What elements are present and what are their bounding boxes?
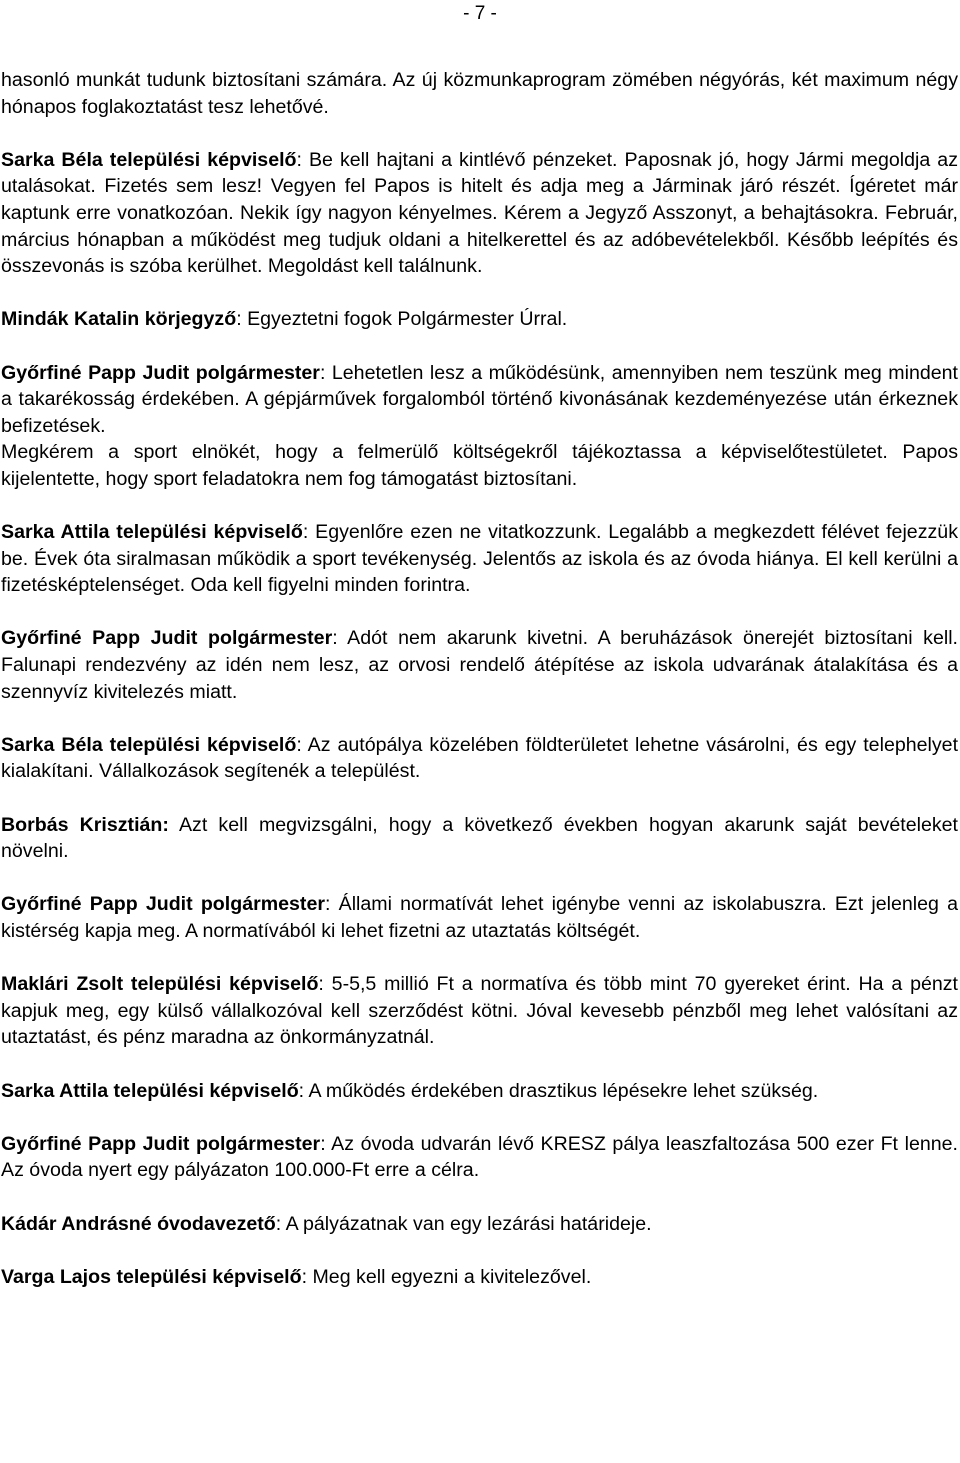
speaker-name: Sarka Béla települési képviselő xyxy=(1,733,297,756)
paragraph-statement xyxy=(1,360,958,440)
speaker-name: Mindák Katalin körjegyző xyxy=(1,308,237,331)
speaker-separator: : xyxy=(302,521,316,544)
paragraph-statement xyxy=(1,1131,958,1184)
speaker-name: Kádár Andrásné óvodavezető xyxy=(1,1212,276,1235)
paragraph-text: Egyeztetni fogok Polgármester Úrral. xyxy=(247,308,568,331)
speaker-name: Győrfiné Papp Judit polgármester xyxy=(1,627,333,650)
speaker-separator: : xyxy=(301,1265,313,1288)
paragraph-text: Állami normatívát lehet igénybe venni az iskolabuszra. Ezt jelenleg a kistérség kapja meg. A normatívából ki lehet fizetni az utaztatás költségét. xyxy=(1,893,958,942)
paragraph-text: A működés érdekében drasztikus lépésekre lehet szükség. xyxy=(308,1079,819,1102)
speaker-name: Sarka Attila települési képviselő xyxy=(1,1079,299,1102)
paragraph-statement xyxy=(1,812,958,865)
speaker-separator: : xyxy=(320,1132,332,1155)
speaker-separator: : xyxy=(318,973,332,996)
speaker-name: Maklári Zsolt települési képviselő xyxy=(1,973,319,996)
paragraph-text: Az óvoda udvarán lévő KRESZ pálya leaszfaltozása 500 ezer Ft lenne. Az óvoda nyert egy pályázaton 100.000-Ft erre a célra. xyxy=(1,1132,958,1182)
speaker-name: Győrfiné Papp Judit polgármester xyxy=(1,361,320,384)
paragraph-statement xyxy=(1,732,958,785)
speaker-name: Sarka Attila települési képviselő xyxy=(1,521,303,544)
speaker-separator: : xyxy=(296,148,309,171)
paragraph-statement xyxy=(1,1211,958,1238)
speaker-name: Sarka Béla települési képviselő xyxy=(1,148,297,171)
paragraph-statement xyxy=(1,519,958,599)
paragraph-text: 5-5,5 millió Ft a normatíva és több mint 70 gyereket érint. Ha a pénzt kapjuk meg, egy külső vállalkozóval kell szerződést kötni. Jóval kevesebb pénzből meg lehet valósítani az utaztatást, és pénz maradna az önkormányzatnál. xyxy=(1,973,958,1049)
paragraph-statement xyxy=(1,891,958,944)
paragraph-text: Az autópálya közelében földterületet lehetne vásárolni, és egy telephelyet kialakítani. Vállalkozások segítenék a települést. xyxy=(1,733,959,783)
speaker-name: Varga Lajos települési képviselő xyxy=(1,1265,302,1288)
paragraph-text: Megkérem a sport elnökét, hogy a felmerülő költségekről tájékoztassa a képviselőtestületet. Papos kijelentette, hogy sport feladatokra nem fog támogatást biztosítani. xyxy=(1,441,958,490)
paragraph-text: Lehetetlen lesz a működésünk, amennyiben nem teszünk meg mindent a takarékosság érdekében. A gépjárművek forgalomból történő kivonásának kezdeményezése után érkeznek befizetések. xyxy=(1,361,958,437)
page-number: - 7 - xyxy=(463,3,497,24)
speaker-separator: : xyxy=(275,1212,286,1235)
speaker-name: Borbás Krisztián: xyxy=(1,813,169,836)
speaker-separator: : xyxy=(332,627,348,650)
paragraph-text: Adót nem akarunk kivetni. A beruházások önerejét biztosítani kell. Falunapi rendezvény az idén nem lesz, az orvosi rendelő átépítése az iskola udvarának átalakítása és a szennyvíz kivitelezés miatt. xyxy=(1,627,959,703)
paragraph-text: hasonló munkát tudunk biztosítani számára. Az új közmunkaprogram zömében négyórás, két maximum négy hónapos foglakoztatást tesz lehetővé. xyxy=(1,69,958,118)
paragraph-text: Egyenlőre ezen ne vitatkozzunk. Legalább a megkezdett félévet fejezzük be. Évek óta siralmasan működik a sport tevékenység. Jelentős az iskola és az óvoda hiánya. El kell kerülni a fizetésképtelenséget. Oda kell figyelni minden forintra. xyxy=(1,521,958,597)
paragraph-statement xyxy=(1,971,958,1051)
paragraph-statement xyxy=(1,147,958,280)
paragraph-intro xyxy=(1,67,958,120)
speaker-name: Győrfiné Papp Judit polgármester xyxy=(1,893,325,916)
paragraph-statement xyxy=(1,1264,958,1291)
speaker-separator: : xyxy=(236,308,248,331)
paragraph-text: A pályázatnak van egy lezárási határideje. xyxy=(285,1212,652,1235)
paragraph-continuation xyxy=(1,439,958,492)
speaker-separator: : xyxy=(298,1079,309,1102)
paragraph-statement xyxy=(1,1078,958,1105)
speaker-separator: : xyxy=(324,893,339,916)
speaker-name: Győrfiné Papp Judit polgármester xyxy=(1,1132,321,1155)
paragraph-text: Azt kell megvizsgálni, hogy a következő években hogyan akarunk saját bevételeket növelni. xyxy=(1,813,958,863)
paragraph-text: Be kell hajtani a kintlévő pénzeket. Paposnak jó, hogy Jármi megoldja az utalásokat. Fizetés sem lesz! Vegyen fel Papos is hitelt és adja meg a Járminak járó részét. Ígéretet már kaptunk erre vonatkozóan. Nekik így nagyon kényelmes. Kérem a Jegyző Asszonyt, a behajtásokra. Február, március hónapban a működést meg tudjuk oldani a hitelkerettel és az adóbevételekből. Később leépítés és összevonás is szóba kerülhet. Megoldást kell találnunk. xyxy=(1,148,959,278)
paragraph-text: Meg kell egyezni a kivitelezővel. xyxy=(312,1265,592,1288)
speaker-separator: : xyxy=(296,733,308,756)
minutes-body xyxy=(1,67,958,1290)
paragraph-statement xyxy=(1,625,958,705)
speaker-separator xyxy=(169,814,179,836)
speaker-separator: : xyxy=(319,361,332,384)
paragraph-statement xyxy=(1,306,958,333)
